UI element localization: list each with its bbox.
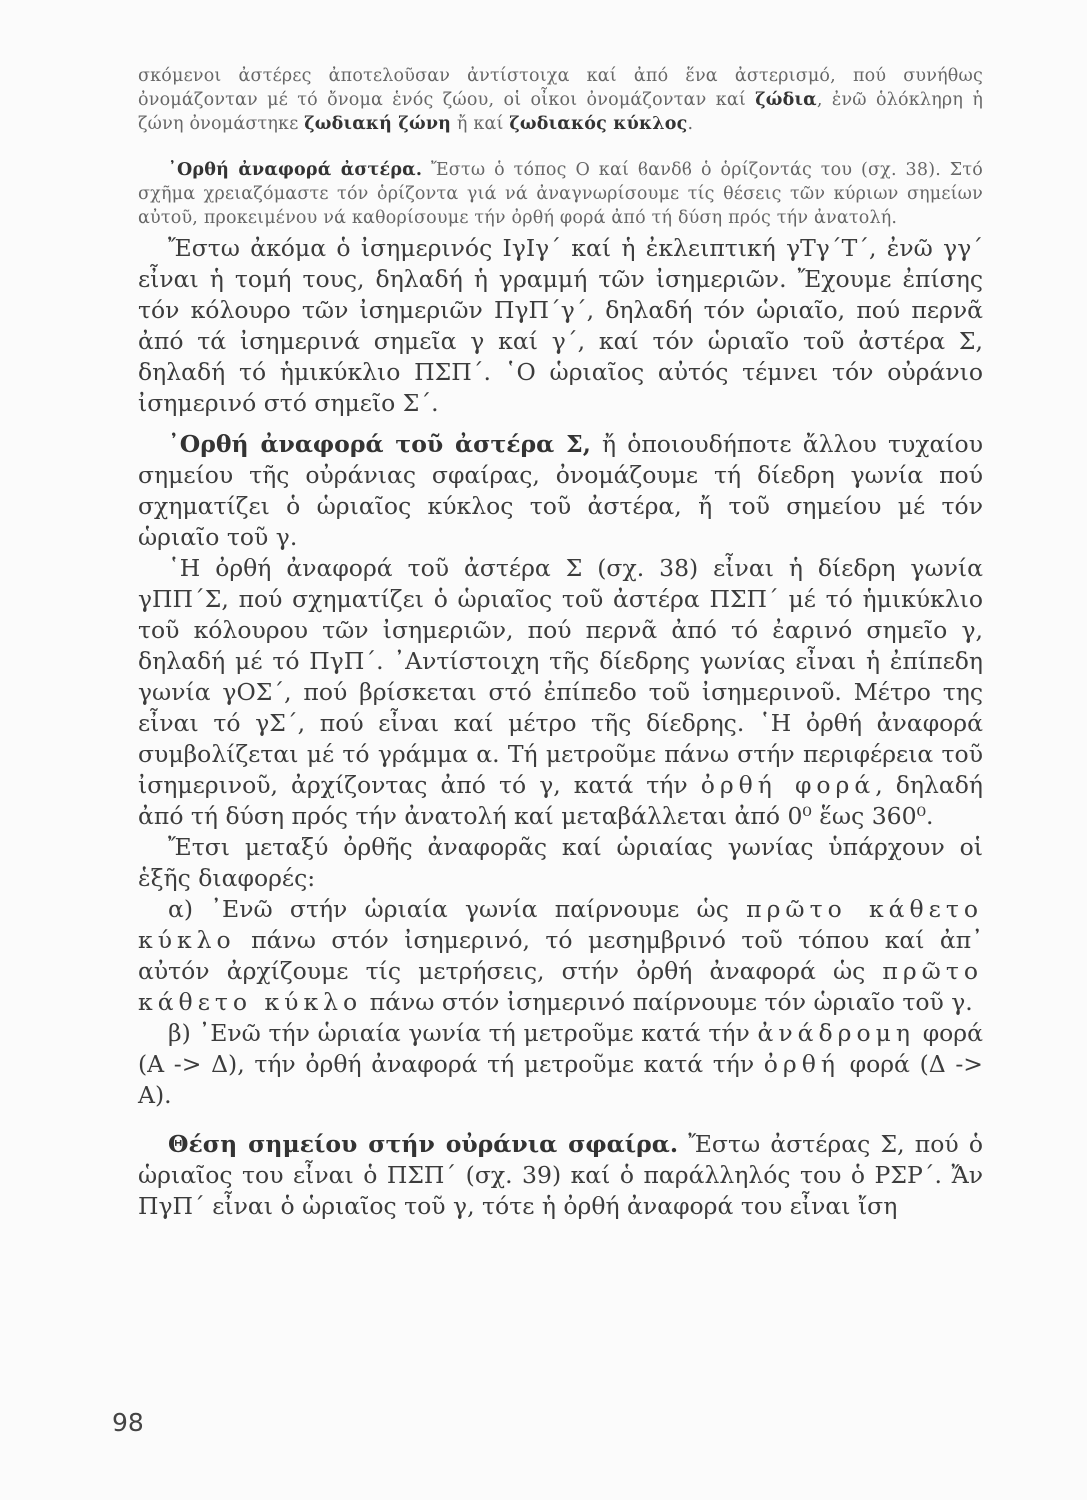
body-text bbox=[138, 64, 983, 1222]
emphasis-retrograde: ἀνάδρομη bbox=[757, 1019, 915, 1047]
small-print-section bbox=[138, 64, 983, 230]
text-run: ἤ ὁποιουδήποτε ἄλλου τυχαίου σημείου τῆς οὐράνιας σφαίρας, ὀνομάζουμε τή δίεδρη γωνία πού σχηματίζει ὁ ὡριαῖος κύκλος τοῦ ἀστέρα, ἤ τοῦ σημείου μέ τόν ὡριαῖο τοῦ γ. bbox=[138, 430, 983, 551]
text-run: πάνω στόν ἰσημερινό παίρνουμε τόν ὡριαῖο τοῦ γ. bbox=[362, 988, 973, 1016]
heading-right-ascension: ᾿Ορθή ἀναφορά ἀστέρα. bbox=[168, 160, 423, 180]
heading-point-position: Θέση σημείου στήν οὐράνια σφαίρα. bbox=[168, 1130, 679, 1158]
text-run: , δηλαδή ἀπό τή δύση πρός τήν ἀνατολή καί μεταβάλλεται ἀπό 0⁰ ἕως 360⁰. bbox=[138, 771, 983, 830]
paragraph-differences: Ἔτσι μεταξύ ὀρθῆς ἀναφορᾶς καί ὡριαίας γωνίας ὑπάρχουν οἱ ἑξῆς διαφορές: bbox=[138, 833, 983, 892]
term-zodia: ζώδια bbox=[755, 90, 817, 110]
text-run: φορά (Α -> Δ), τήν ὀρθή ἀναφορά τή μετροῦμε κατά τήν bbox=[138, 1019, 983, 1078]
term-zodiac-zone: ζωδιακή ζώνη bbox=[304, 114, 452, 134]
text-run: . bbox=[687, 114, 694, 134]
text-run: σκόμενοι ἀστέρες ἀποτελοῦσαν ἀντίστοιχα καί ἀπό ἕνα ἀστερισμό, πού συνήθως ὀνομάζονταν μέ τό ὄνομα ἑνός ζώου, οἱ οἶκοι ὀνομάζονταν καί bbox=[138, 66, 983, 110]
emphasis-first-vertical: πρῶτο κάθετο κύκλο bbox=[138, 957, 983, 1016]
paragraph-point-position bbox=[138, 1129, 983, 1222]
paragraph-equator-ecliptic: Ἔστω ἀκόμα ὁ ἰσημερινός ΙγΙγ΄ καί ἡ ἐκλειπτική γΤγ΄Τ΄, ἐνῶ γγ΄ εἶναι ἡ τομή τους, δηλαδή ἡ γραμμή τῶν ἰσημεριῶν. Ἔχουμε ἐπίσης τόν κόλουρο τῶν ἰσημεριῶν ΠγΠ΄γ΄, δηλαδή τόν ὡριαῖο, πού περνᾶ ἀπό τά ἰσημερινά σημεῖα γ καί γ΄, καί τόν ὡριαῖο τοῦ ἀστέρα Σ, δηλαδή τό ἡμικύκλιο ΠΣΠ΄. ῾Ο ὡριαῖος αὐτός τέμνει τόν οὐράνιο ἰσημερινό στό σημεῖο Σ΄. bbox=[138, 234, 983, 417]
paragraph-dihedral-angle bbox=[138, 553, 983, 832]
emphasis-direct-direction: ὀρθή φορά bbox=[700, 771, 876, 799]
text-run: Ἔστω ὁ τόπος Ο καί ϐανδϐ ὁ ὁρίζοντάς του (σχ. 38). Στό σχῆμα χρειαζόμαστε τόν ὁρίζοντα γιά νά ἀναγνωρίσουμε τίς θέσεις τῶν κύριων σημείων αὐτοῦ, προκειμένου νά καθορίσουμε τήν ὀρθή φορά ἀπό τή δύση πρός τήν ἀνατολή. bbox=[138, 160, 983, 228]
term-zodiac-circle: ζωδιακός κύκλος bbox=[509, 114, 688, 134]
term-right-ascension-star: ᾿Ορθή ἀναφορά τοῦ ἀστέρα Σ, bbox=[168, 430, 591, 458]
text-run: , ἐνῶ ὁλόκληρη ἡ ζώνη ὀνομάστηκε bbox=[138, 90, 984, 134]
text-run: α) ᾿Ενῶ στήν ὡριαία γωνία παίρνουμε ὡς bbox=[168, 895, 747, 923]
emphasis-first-vertical: πρῶτο κάθετο κύκλο bbox=[138, 895, 983, 954]
paragraph-difference-a bbox=[138, 894, 983, 1018]
paragraph-definition bbox=[138, 429, 983, 553]
text-run: φορά (Δ -> Α). bbox=[138, 1050, 983, 1109]
text-run: ῾Η ὀρθή ἀναφορά τοῦ ἀστέρα Σ (σχ. 38) εἶναι ἡ δίεδρη γωνία γΠΠ΄Σ, πού σχηματίζει ὁ ὡριαῖος τοῦ ἀστέρα ΠΣΠ΄ μέ τό ἡμικύκλιο τοῦ κόλουρου τῶν ἰσημεριῶν, πού περνᾶ ἀπό τό ἐαρινό σημεῖο γ, δηλαδή μέ τό ΠγΠ΄. ᾿Αντίστοιχη τῆς δίεδρης γωνίας εἶναι ἡ ἐπίπεδη γωνία γΟΣ΄, πού βρίσκεται στό ἐπίπεδο τοῦ ἰσημερινοῦ. Μέτρο της εἶναι τό γΣ΄, πού εἶναι καί μέτρο τῆς δίεδρης. ῾Η ὀρθή ἀναφορά συμβολίζεται μέ τό γράμμα α. Τή μετροῦμε πάνω στήν περιφέρεια τοῦ ἰσημερινοῦ, ἀρχίζοντας ἀπό τό γ, κατά τήν bbox=[138, 554, 983, 799]
emphasis-direct: ὀρθή bbox=[763, 1050, 840, 1078]
paragraph-right-ascension-intro bbox=[138, 158, 983, 230]
text-run: Ἔστω ἀστέρας Σ, πού ὁ ὡριαῖος του εἶναι ὁ ΠΣΠ΄ (σχ. 39) καί ὁ παράλληλός του ὁ ΡΣΡ΄. Ἄν ΠγΠ΄ εἶναι ὁ ὡριαῖος τοῦ γ, τότε ἡ ὀρθή ἀναφορά του εἶναι ἴση bbox=[138, 1130, 983, 1220]
text-run: ἤ καί bbox=[451, 114, 510, 134]
paragraph-difference-b bbox=[138, 1018, 983, 1111]
page-number: 98 bbox=[112, 1408, 144, 1437]
paragraph-zodiac bbox=[138, 64, 983, 136]
main-print-section bbox=[138, 233, 983, 1222]
text-run: πάνω στόν ἰσημερινό, τό μεσημβρινό τοῦ τόπου καί ἀπ᾿ αὐτόν ἀρχίζουμε τίς μετρήσεις, στήν ὀρθή ἀναφορά ὡς bbox=[138, 926, 983, 985]
text-run: β) ᾿Ενῶ τήν ὡριαία γωνία τή μετροῦμε κατά τήν bbox=[168, 1019, 758, 1047]
